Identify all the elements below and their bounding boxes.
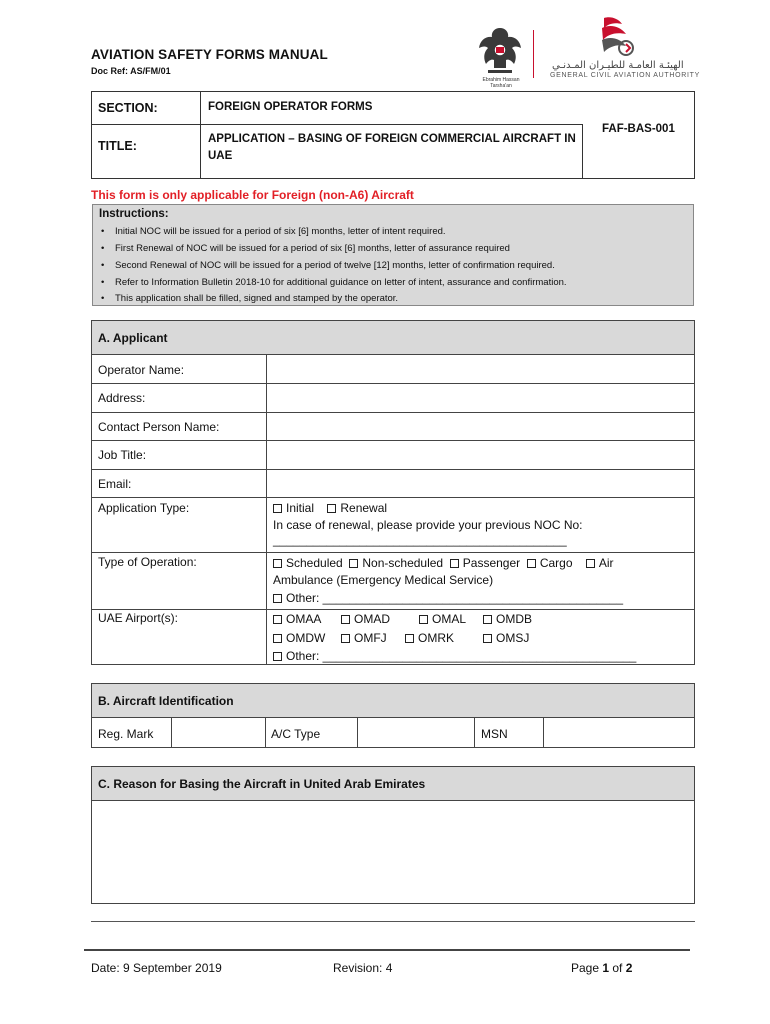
footer-revision: Revision: 4 bbox=[333, 961, 393, 975]
contact-person-field[interactable] bbox=[267, 413, 694, 440]
email-field[interactable] bbox=[267, 470, 694, 497]
section-b-heading: B. Aircraft Identification bbox=[92, 684, 694, 718]
authority-name-arabic: الهيئـة العامـة للطيـران المـدنـي bbox=[552, 60, 684, 71]
manual-title: AVIATION SAFETY FORMS MANUAL bbox=[91, 47, 328, 62]
airport-options-row1 bbox=[273, 612, 532, 626]
operation-options bbox=[273, 556, 614, 570]
reason-textarea[interactable] bbox=[92, 802, 694, 903]
doc-reference: Doc Ref: AS/FM/01 bbox=[91, 66, 171, 76]
msn-field[interactable] bbox=[544, 719, 694, 747]
checkbox-icon bbox=[273, 634, 282, 643]
omrk-checkbox[interactable]: OMRK bbox=[405, 631, 483, 645]
checkbox-icon bbox=[341, 634, 350, 643]
checkbox-icon bbox=[483, 634, 492, 643]
reg-mark-label: Reg. Mark bbox=[98, 727, 154, 741]
omal-checkbox[interactable]: OMAL bbox=[419, 612, 483, 626]
checkbox-icon bbox=[450, 559, 459, 568]
section-label: SECTION: bbox=[98, 101, 158, 115]
emblem-caption: Ebrahim Hassan Tarsha'an bbox=[482, 77, 520, 89]
title-value-line2: UAE bbox=[208, 150, 233, 162]
checkbox-icon bbox=[273, 652, 282, 661]
form-code: FAF-BAS-001 bbox=[602, 123, 675, 135]
type-of-operation-label: Type of Operation: bbox=[98, 555, 197, 569]
address-label: Address: bbox=[98, 391, 146, 405]
email-label: Email: bbox=[98, 477, 132, 491]
title-value-line1: APPLICATION – BASING OF FOREIGN COMMERCIAL AIRCRAFT IN bbox=[208, 133, 576, 145]
authority-name-english: GENERAL CIVIL AVIATION AUTHORITY bbox=[550, 72, 700, 79]
page-current: 1 bbox=[602, 961, 610, 975]
renewal-checkbox[interactable]: Renewal bbox=[327, 501, 387, 515]
checkbox-icon bbox=[349, 559, 358, 568]
nonscheduled-checkbox[interactable]: Non-scheduled bbox=[349, 556, 443, 570]
checkbox-icon bbox=[327, 504, 336, 513]
uae-emblem-icon bbox=[474, 24, 526, 80]
msn-label: MSN bbox=[481, 727, 508, 741]
operator-name-field[interactable] bbox=[267, 356, 694, 383]
omdw-checkbox[interactable]: OMDW bbox=[273, 631, 341, 645]
instruction-item: • This application shall be filled, signed and stamped by the operator. bbox=[101, 293, 399, 304]
instruction-item: • Initial NOC will be issued for a period of six [6] months, letter of intent required. bbox=[101, 226, 446, 237]
checkbox-icon bbox=[273, 594, 282, 603]
ac-type-field[interactable] bbox=[358, 719, 474, 747]
instruction-item: • Second Renewal of NOC will be issued for a period of twelve [12] months, letter of confirmation required. bbox=[101, 260, 555, 271]
applicability-note: This form is only applicable for Foreign (non-A6) Aircraft bbox=[91, 188, 414, 202]
checkbox-icon bbox=[405, 634, 414, 643]
omsj-checkbox[interactable]: OMSJ bbox=[483, 631, 529, 645]
footer-date: Date: 9 September 2019 bbox=[91, 961, 222, 975]
passenger-checkbox[interactable]: Passenger bbox=[450, 556, 520, 570]
cargo-checkbox[interactable]: Cargo bbox=[527, 556, 573, 570]
omdb-checkbox[interactable]: OMDB bbox=[483, 612, 532, 626]
initial-checkbox[interactable]: Initial bbox=[273, 501, 314, 515]
ac-type-label: A/C Type bbox=[271, 727, 321, 741]
section-a-heading: A. Applicant bbox=[92, 321, 694, 355]
checkbox-icon bbox=[419, 615, 428, 624]
footer-divider bbox=[84, 949, 690, 951]
operation-other-checkbox[interactable]: Other: _____________________________________________ bbox=[273, 591, 623, 605]
airport-options-row2 bbox=[273, 631, 529, 645]
section-c-heading: C. Reason for Basing the Aircraft in United Arab Emirates bbox=[92, 767, 694, 801]
checkbox-icon bbox=[341, 615, 350, 624]
renewal-note: In case of renewal, please provide your previous NOC No: bbox=[273, 518, 583, 532]
logo-divider bbox=[533, 30, 534, 78]
title-label: TITLE: bbox=[98, 139, 137, 153]
air-ambulance-text: Ambulance (Emergency Medical Service) bbox=[273, 573, 494, 587]
uae-airports-label: UAE Airport(s): bbox=[98, 611, 179, 625]
reg-mark-field[interactable] bbox=[172, 719, 265, 747]
divider bbox=[91, 921, 695, 922]
gcaa-falcon-logo-icon bbox=[596, 14, 636, 60]
section-b-aircraft-identification bbox=[91, 683, 695, 748]
airport-other-checkbox[interactable]: Other: _______________________________________________ bbox=[273, 649, 636, 663]
application-type-label: Application Type: bbox=[98, 501, 190, 515]
checkbox-icon bbox=[483, 615, 492, 624]
title-value bbox=[208, 131, 580, 165]
instructions-box bbox=[92, 204, 694, 306]
omaa-checkbox[interactable]: OMAA bbox=[273, 612, 341, 626]
checkbox-icon bbox=[273, 504, 282, 513]
operator-name-label: Operator Name: bbox=[98, 363, 185, 377]
instruction-item: • Refer to Information Bulletin 2018-10 for additional guidance on letter of intent, assurance and confirmation. bbox=[101, 277, 567, 288]
page-total: 2 bbox=[625, 961, 633, 975]
checkbox-icon bbox=[273, 615, 282, 624]
section-a-applicant bbox=[91, 320, 695, 665]
footer-page: Page 1 of 2 bbox=[571, 961, 633, 975]
application-type-options bbox=[273, 501, 387, 515]
checkbox-icon bbox=[273, 559, 282, 568]
air-ambulance-checkbox[interactable]: Air bbox=[586, 556, 614, 570]
address-field[interactable] bbox=[267, 384, 694, 412]
omfj-checkbox[interactable]: OMFJ bbox=[341, 631, 405, 645]
contact-person-label: Contact Person Name: bbox=[98, 420, 220, 434]
omad-checkbox[interactable]: OMAD bbox=[341, 612, 419, 626]
instructions-heading: Instructions: bbox=[99, 208, 169, 220]
section-value: FOREIGN OPERATOR FORMS bbox=[208, 101, 373, 113]
scheduled-checkbox[interactable]: Scheduled bbox=[273, 556, 343, 570]
section-c-reason bbox=[91, 766, 695, 904]
instruction-item: • First Renewal of NOC will be issued for a period of six [6] months, letter of assurance required bbox=[101, 243, 510, 254]
previous-noc-field[interactable]: ____________________________________________ bbox=[273, 533, 567, 547]
checkbox-icon bbox=[586, 559, 595, 568]
job-title-field[interactable] bbox=[267, 441, 694, 469]
checkbox-icon bbox=[527, 559, 536, 568]
job-title-label: Job Title: bbox=[98, 448, 147, 462]
form-info-table bbox=[91, 91, 695, 179]
